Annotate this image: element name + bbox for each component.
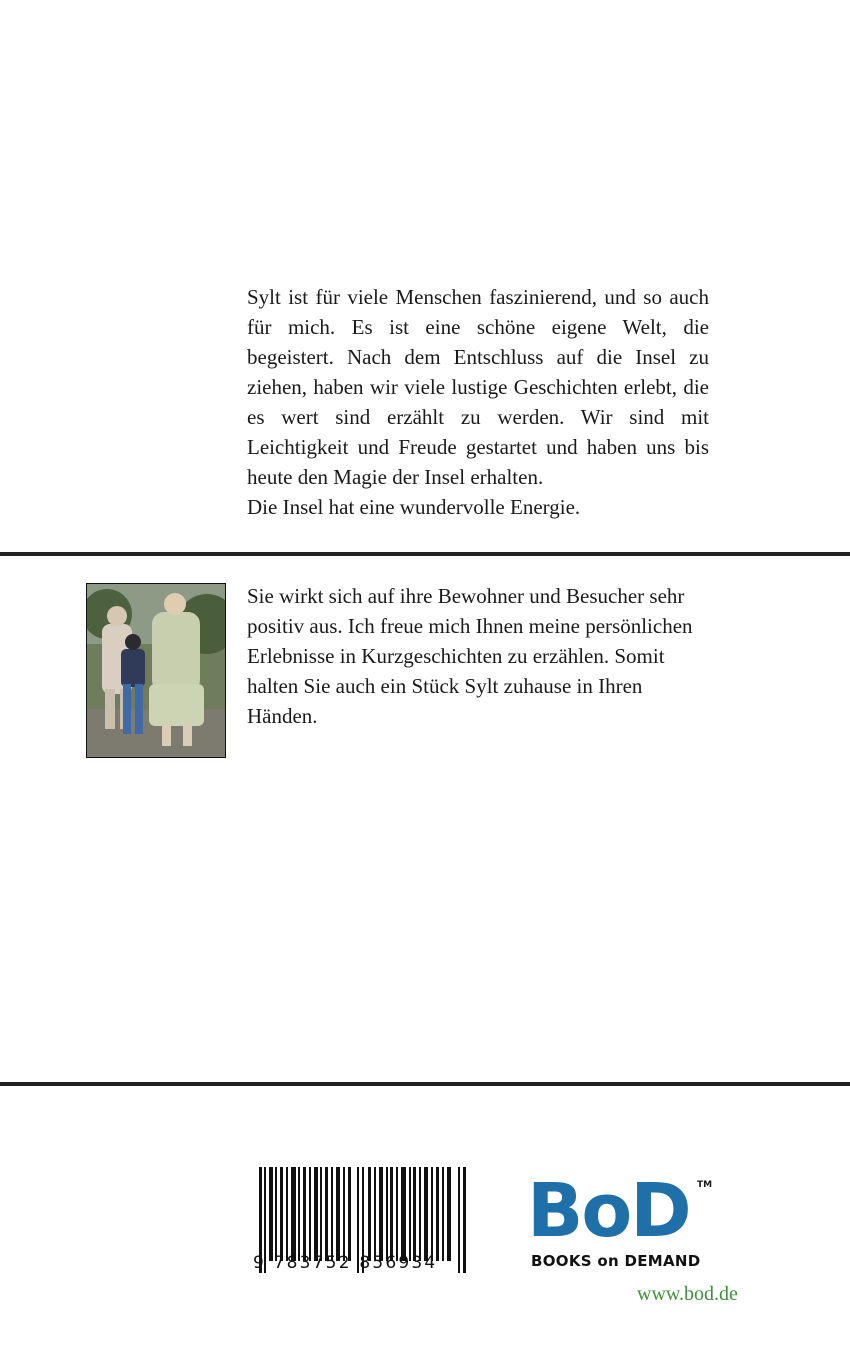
horizontal-rule-top — [0, 552, 850, 556]
publisher-url[interactable]: www.bod.de — [637, 1283, 738, 1305]
blurb-text-1: Sylt ist für viele Menschen faszinierend, und so auch für mich. Es ist eine schöne eigene Welt, die begeistert. Nach dem Entschluss auf die Insel zu ziehen, haben wir viele lustige Geschichten erlebt, die es wert sind erzählt zu werden. Wir sind mit Leichtigkeit und Freude gestartet und haben uns bis heute den Magie der Insel erhalten. — [247, 285, 709, 489]
blurb-paragraph-2 — [247, 581, 709, 731]
blurb-text-1-last: Die Insel hat eine wundervolle Energie. — [247, 495, 581, 519]
author-photo-illustration — [87, 584, 226, 758]
blurb-text-2: Sie wirkt sich auf ihre Bewohner und Besucher sehr positiv aus. Ich freue mich Ihnen meine persönlichen Erlebnisse in Kurzgeschichten zu erzählen. Somit halten Sie auch ein Stück Sylt zuhause in Ihren Händen. — [247, 584, 693, 728]
blurb-paragraph-1 — [247, 282, 709, 522]
trademark-mark: TM — [697, 1180, 713, 1190]
horizontal-rule-bottom — [0, 1082, 850, 1086]
author-photo — [86, 583, 226, 758]
publisher-tagline: BOOKS on DEMAND — [531, 1252, 701, 1270]
isbn-number: 9 783752 856934 — [253, 1253, 438, 1273]
publisher-logo: BoD — [527, 1168, 690, 1254]
